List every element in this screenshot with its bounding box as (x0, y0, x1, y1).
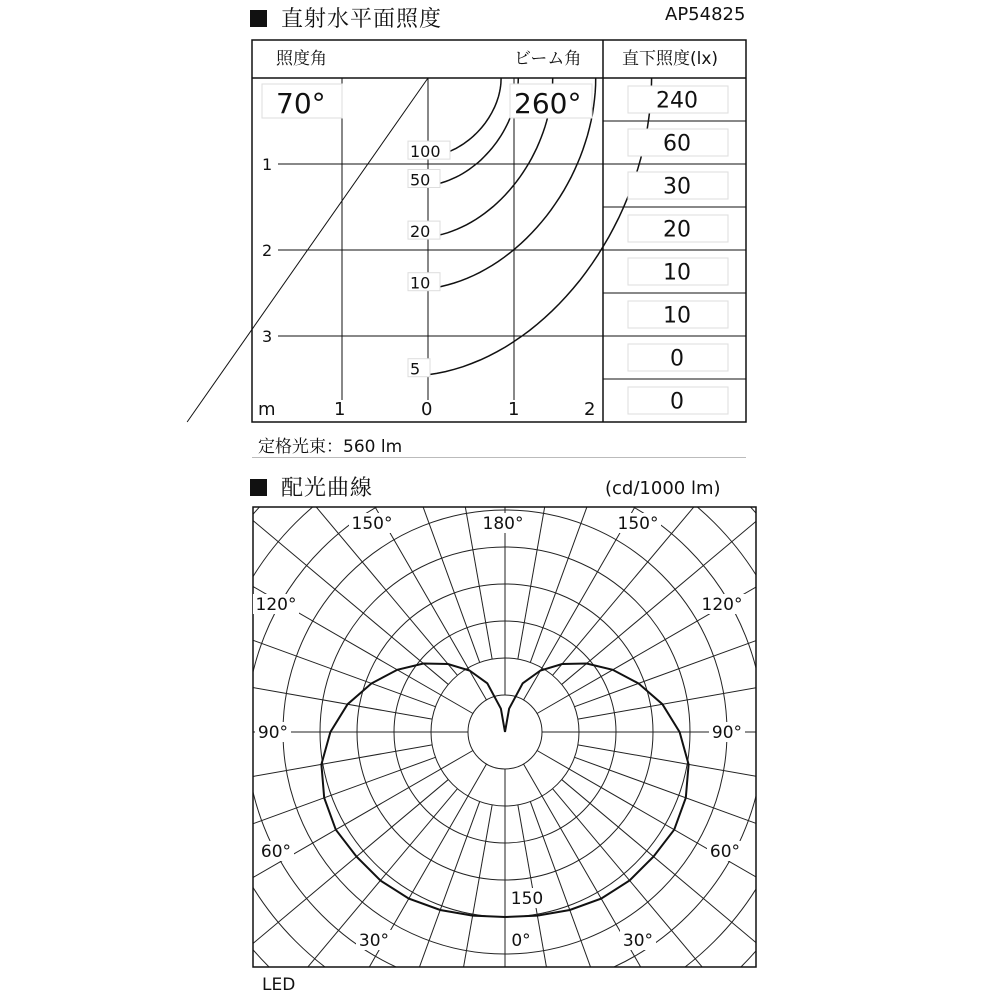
direct-illuminance-value: 10 (663, 260, 691, 286)
polar-spoke (524, 368, 716, 700)
polar-spoke (141, 751, 473, 943)
polar-angle-label: 150° (351, 514, 393, 534)
beam-value: 260° (514, 87, 582, 120)
polar-spoke (578, 659, 919, 719)
x-tick-unit: m (258, 399, 276, 420)
polar-angle-label: 30° (358, 931, 390, 951)
polar-spoke (553, 789, 775, 1000)
direct-illuminance-value: 60 (663, 131, 691, 157)
polar-angle-label: 180° (482, 514, 524, 534)
y-tick-2: 2 (262, 241, 273, 260)
x-tick-left-1: 1 (334, 399, 346, 420)
direct-illuminance-value: 30 (663, 174, 691, 200)
x-tick-right-2: 2 (584, 399, 596, 420)
light-source-label: LED (262, 975, 296, 995)
angle-value: 70° (276, 87, 326, 120)
polar-angle-label: 90° (257, 723, 289, 743)
polar-spoke (537, 522, 869, 714)
x-tick-0: 0 (421, 399, 433, 420)
direct-illuminance-header: 直下照度(lx) (622, 49, 719, 69)
polar-spoke (183, 462, 448, 684)
x-tick-right-1: 1 (508, 399, 520, 420)
polar-spoke (91, 659, 432, 719)
rated-flux: 定格光束：560 lm (258, 437, 403, 457)
polar-spoke (91, 745, 432, 805)
polar-spoke (235, 789, 457, 1000)
polar-spoke (361, 337, 479, 662)
polar-spoke (578, 745, 919, 805)
polar-unit: (cd/1000 lm) (605, 478, 721, 499)
y-tick-1: 1 (262, 155, 273, 174)
direct-illuminance-value: 20 (663, 217, 691, 243)
polar-angle-label: 120° (701, 595, 743, 615)
beam-label: ビーム角 (514, 49, 582, 69)
polar-angle-label: 120° (255, 595, 297, 615)
polar-spoke (530, 802, 648, 1000)
polar-angle-label: 60° (260, 842, 292, 862)
model-number: AP54825 (665, 4, 746, 25)
polar-spoke (141, 522, 473, 714)
isolux-label: 50 (410, 170, 431, 190)
isolux-label: 100 (410, 142, 441, 162)
y-tick-3: 3 (262, 327, 273, 346)
polar-spoke (358, 802, 479, 1000)
polar-radial-label: 150 (510, 889, 544, 909)
isolux-label: 5 (410, 359, 421, 379)
direct-illuminance-value: 10 (663, 303, 691, 329)
polar-spoke (295, 368, 487, 700)
polar-spoke (235, 410, 457, 675)
direct-illuminance-value: 0 (670, 346, 684, 372)
polar-spoke (530, 337, 648, 662)
polar-spoke (562, 462, 827, 684)
polar-spoke (537, 751, 869, 943)
isolux-label: 20 (410, 222, 431, 242)
polar-angle-label: 90° (711, 723, 743, 743)
illuminance-title-text: 直射水平面照度 (281, 7, 443, 32)
polar-angle-label: 150° (617, 514, 659, 534)
polar-spoke (553, 410, 775, 675)
direct-illuminance-value: 240 (656, 88, 698, 114)
polar-angle-label: 60° (709, 842, 741, 862)
isolux-label: 10 (410, 273, 431, 293)
polar-spoke (518, 318, 578, 659)
direct-illuminance-value: 0 (670, 389, 684, 415)
polar-angle-label: 30° (622, 931, 654, 951)
polar-spoke (432, 318, 492, 659)
angle-label: 照度角 (276, 49, 327, 69)
polar-title-text: 配光曲線 (281, 476, 374, 501)
polar-angle-label: 0° (511, 931, 531, 951)
